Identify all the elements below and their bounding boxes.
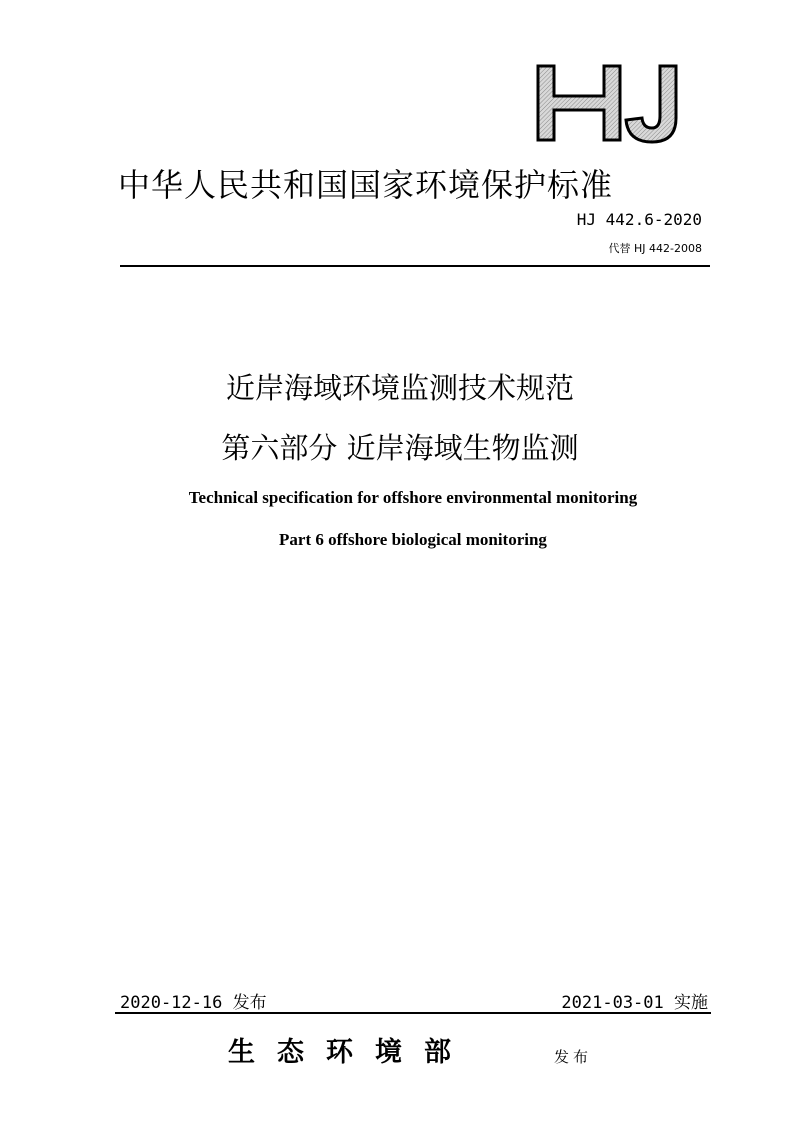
footer-divider (115, 1012, 711, 1014)
standard-number: HJ 442.6-2020 (576, 210, 702, 229)
hj-logo-icon (530, 58, 700, 148)
title-cn-main: 近岸海域环境监测技术规范 (225, 371, 574, 405)
issue-date: 2020-12-16 发布 (120, 993, 267, 1013)
title-cn-part: 第六部分 近岸海域生物监测 (221, 431, 579, 465)
publisher-name: 生态环境部 (228, 1037, 473, 1068)
standard-organization: 中华人民共和国国家环境保护标准 (118, 166, 614, 204)
implementation-date: 2021-03-01 实施 (561, 993, 708, 1013)
publish-label: 发布 (554, 1048, 593, 1066)
replaces-standard: 代替 HJ 442-2008 (608, 242, 702, 255)
header-divider (120, 265, 710, 267)
title-en-main: Technical specification for offshore environmental monitoring (188, 488, 638, 507)
hj-logo (530, 58, 700, 148)
title-en-part: Part 6 offshore biological monitoring (279, 530, 547, 549)
